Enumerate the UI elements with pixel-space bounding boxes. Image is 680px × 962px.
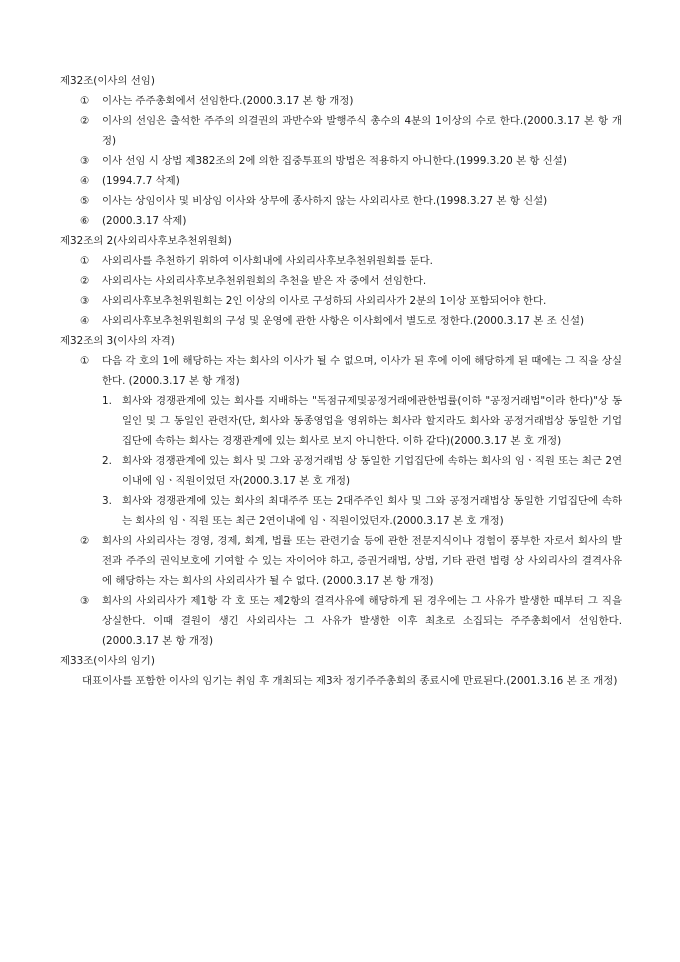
clause-marker: ③ <box>80 295 90 307</box>
clause-marker: ⑤ <box>80 195 90 207</box>
article-heading-32-2: 제32조의 2(사외리사후보추천위원회) <box>60 235 232 247</box>
clause-32-4 <box>0 171 680 191</box>
subclause-32-3-1-3 <box>0 491 680 531</box>
clause-marker: ② <box>80 115 90 127</box>
clause-32-6 <box>0 211 680 231</box>
clause-text: 사외리사후보추천위원회의 구성 및 운영에 관한 사항은 이사회에서 별도로 정한다.(2000.3.17 본 조 신설) <box>102 315 585 327</box>
article-heading-32: 제32조(이사의 선임) <box>60 75 155 87</box>
clause-text: 이사는 상임이사 및 비상임 이사와 상무에 종사하지 않는 사외리사로 한다.(1998.3.27 본 항 신설) <box>102 195 548 207</box>
clause-text: 사외리사후보추천위원회는 2인 이상의 이사로 구성하되 사외리사가 2분의 1이상 포함되어야 한다. <box>102 295 547 307</box>
clause-marker: ② <box>80 535 90 547</box>
clause-text: 다음 각 호의 1에 해당하는 자는 회사의 이사가 될 수 없으며, 이사가 된 후에 이에 해당하게 된 때에는 그 직을 상실한다. (2000.3.17 본 항 개정) <box>102 355 622 387</box>
clause-marker: ③ <box>80 595 90 607</box>
clause-marker: ① <box>80 95 90 107</box>
subclause-marker: 3. <box>102 495 112 507</box>
clause-marker: ① <box>80 355 90 367</box>
clause-text: (1994.7.7 삭제) <box>102 175 180 187</box>
clause-marker: ④ <box>80 315 90 327</box>
clause-32-5 <box>0 191 680 211</box>
clause-text: 사외리사를 추천하기 위하여 이사회내에 사외리사후보추천위원회를 둔다. <box>102 255 433 267</box>
clause-text: 이사는 주주총회에서 선임한다.(2000.3.17 본 항 개정) <box>102 95 354 107</box>
clause-32-1 <box>0 91 680 111</box>
clause-text: 사외리사는 사외리사후보추천위원회의 추천을 받은 자 중에서 선임한다. <box>102 275 427 287</box>
clause-text: 이사 선임 시 상법 제382조의 2에 의한 집중투표의 방법은 적용하지 아니한다.(1999.3.20 본 항 신설) <box>102 155 567 167</box>
subclause-text: 회사와 경쟁관계에 있는 회사의 최대주주 또는 2대주주인 회사 및 그와 공정거래법상 동일한 기업집단에 속하는 회사의 임ㆍ직원 또는 최근 2연이내에 임ㆍ직원이었던자.(2000.3.17 본 호 개정) <box>122 495 622 527</box>
clause-32-2-1 <box>0 251 680 271</box>
subclause-marker: 2. <box>102 455 112 467</box>
article-heading-33: 제33조(이사의 임기) <box>60 655 155 667</box>
clause-32-3-3 <box>0 591 680 651</box>
clause-marker: ③ <box>80 155 90 167</box>
clause-marker: ② <box>80 275 90 287</box>
clause-text: 회사의 사외리사는 경영, 경제, 회계, 법률 또는 관련기술 등에 관한 전문지식이나 경험이 풍부한 자로서 회사의 발전과 주주의 권익보호에 기여할 수 있는 자이어야 하고, 증권거래법, 상법, 기타 관련 법령 상 사외리사의 결격사유에 해당하는 자는 회사의 사외리사가 될 수 없다. (2000.3.17 본 항 개정) <box>102 535 622 587</box>
subclause-text: 회사와 경쟁관계에 있는 회사를 지배하는 "독점규제및공정거래에관한법률(이하 "공정거래법"이라 한다)"상 동일인 및 그 동일인 관련자(단, 회사와 동종영업을 영위하는 회사라 할지라도 회사와 공정거래법상 동일한 기업집단에 속하는 회사는 경쟁관계에 있는 회사로 보지 아니한다. 이하 같다)(2000.3.17 본 호 개정) <box>122 395 622 447</box>
subclause-32-3-1-1 <box>0 391 680 451</box>
clause-32-2 <box>0 111 680 151</box>
document-body <box>0 71 680 691</box>
clause-text: 이사의 선임은 출석한 주주의 의결권의 과반수와 발행주식 총수의 4분의 1이상의 수로 한다.(2000.3.17 본 항 개정) <box>102 115 622 147</box>
clause-marker: ④ <box>80 175 90 187</box>
subclause-text: 회사와 경쟁관계에 있는 회사 및 그와 공정거래법 상 동일한 기업집단에 속하는 회사의 임ㆍ직원 또는 최근 2연이내에 임ㆍ직원이었던 자(2000.3.17 본 호 개정) <box>122 455 622 487</box>
clause-marker: ① <box>80 255 90 267</box>
clause-text: 회사의 사외리사가 제1항 각 호 또는 제2항의 결격사유에 해당하게 된 경우에는 그 사유가 발생한 때부터 그 직을 상실한다. 이때 결원이 생긴 사외리사는 그 사유가 발생한 이후 최초로 소집되는 주주총회에서 선임한다.(2000.3.17 본 항 개정) <box>102 595 622 647</box>
clause-32-2-4 <box>0 311 680 331</box>
article-heading-32-3: 제32조의 3(이사의 자격) <box>60 335 175 347</box>
clause-32-3-2 <box>0 531 680 591</box>
subclause-marker: 1. <box>102 395 112 407</box>
article-33-text: 대표이사를 포함한 이사의 임기는 취임 후 개최되는 제3차 정기주주총회의 종료시에 만료된다.(2001.3.16 본 조 개정) <box>82 675 618 687</box>
clause-text: (2000.3.17 삭제) <box>102 215 187 227</box>
clause-32-3 <box>0 151 680 171</box>
clause-32-2-3 <box>0 291 680 311</box>
subclause-32-3-1-2 <box>0 451 680 491</box>
clause-32-2-2 <box>0 271 680 291</box>
clause-32-3-1 <box>0 351 680 391</box>
clause-marker: ⑥ <box>80 215 90 227</box>
